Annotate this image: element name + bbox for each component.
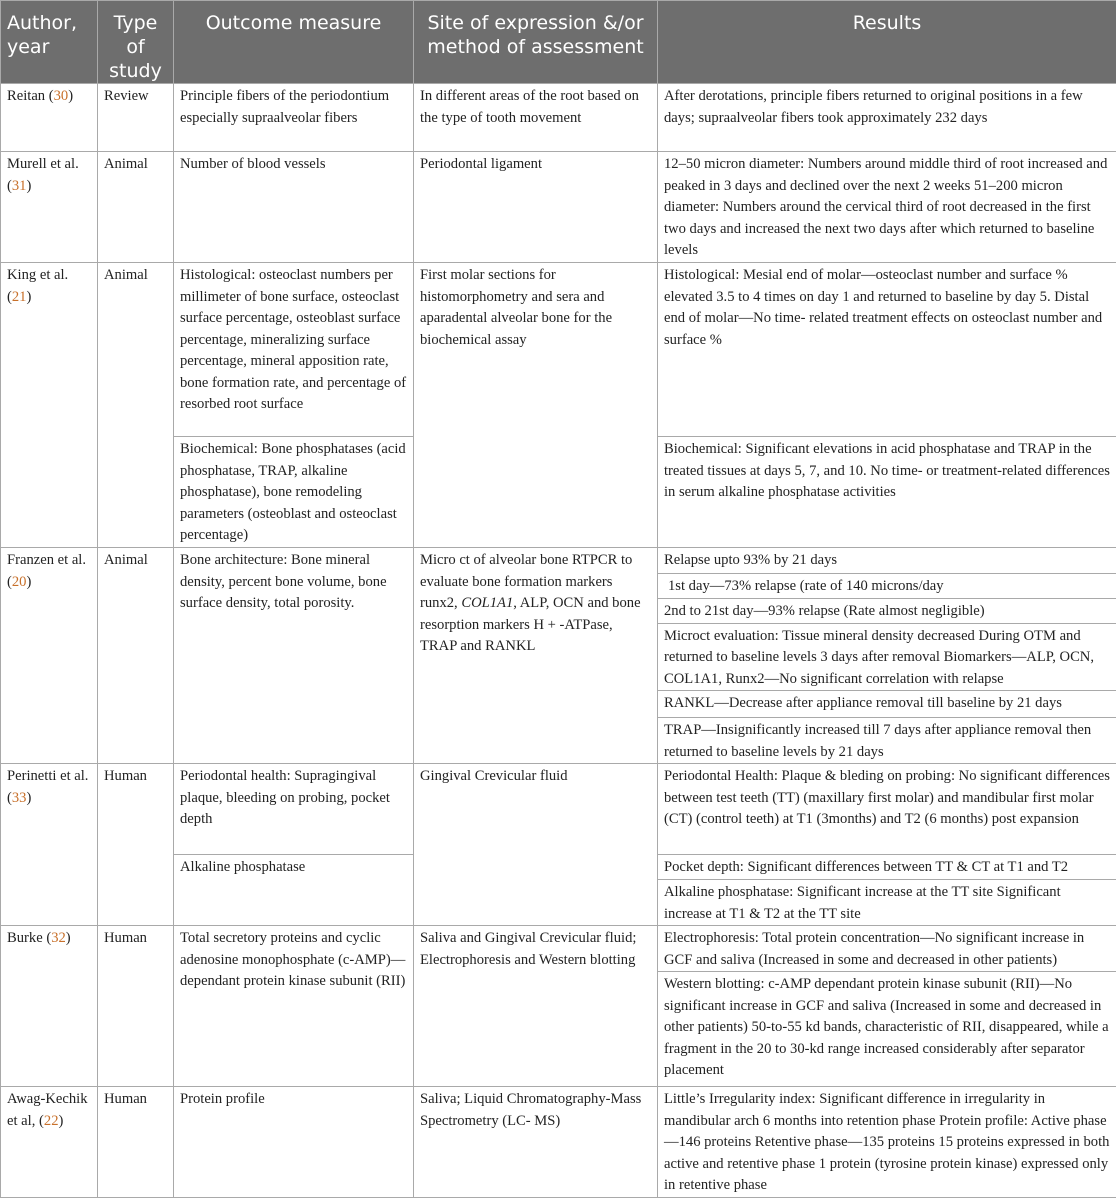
results-cell: Pocket depth: Significant differences between TT & CT at T1 and T2 [658, 855, 1116, 880]
outcome-cell: Alkaline phosphatase [174, 855, 414, 926]
type-cell: Animal [98, 548, 174, 764]
citation-link[interactable]: 22 [44, 1113, 59, 1129]
author-name: King et al. [7, 267, 68, 283]
type-cell: Human [98, 764, 174, 926]
results-cell: Alkaline phosphatase: Significant increase at the TT site Significant increase at T1 & T2 at the TT site [658, 880, 1116, 926]
outcome-cell: Total secretory proteins and cyclic adenosine monophosphate (c-AMP)—dependant protein kinase subunit (RII) [174, 926, 414, 1087]
results-cell: Little’s Irregularity index: Significant difference in irregularity in mandibular arch 6 months into retention phase Protein profile: Active phase—146 proteins Retentive phase—135 proteins 15 proteins expressed in both active and retentive phase 1 protein (tyrosine protein kinase) expressed only in retentive phase [658, 1087, 1116, 1198]
type-cell: Human [98, 1087, 174, 1198]
author-name: Reitan [7, 88, 45, 104]
header-results: Results [658, 1, 1116, 84]
author-cell: Franzen et al. (20) [1, 548, 98, 764]
site-text: Micro ct of alveolar bone RTPCR to evaluate bone formation markers runx2, [420, 552, 632, 611]
results-cell: 12–50 micron diameter: Numbers around middle third of root increased and peaked in 3 days and declined over the next 2 weeks 51–200 micron diameter: Numbers around the cervical third of root decreased in the first two days and increased the next two days after which returned to baseline levels [658, 152, 1116, 263]
outcome-cell: Number of blood vessels [174, 152, 414, 263]
results-cell: After derotations, principle fibers returned to original positions in a few days; supraalveolar fibers took approximately 232 days [658, 84, 1116, 152]
outcome-cell: Periodontal health: Supragingival plaque, bleeding on probing, pocket depth [174, 764, 414, 855]
outcome-cell: Biochemical: Bone phosphatases (acid phosphatase, TRAP, alkaline phosphatase), bone remodeling parameters (osteoblast and osteoclast percentage) [174, 437, 414, 548]
author-cell: Murell et al. (31) [1, 152, 98, 263]
results-cell: RANKL—Decrease after appliance removal till baseline by 21 days [658, 691, 1116, 718]
header-site: Site of expression &/or method of assessment [414, 1, 658, 84]
results-cell: Histological: Mesial end of molar—osteoclast number and surface % elevated 3.5 to 4 times on day 1 and returned to baseline by day 5. Distal end of molar—No time- related treatment effects on osteoclast number and surface % [658, 263, 1116, 437]
table-row [1, 263, 1116, 437]
author-name: Perinetti et al. [7, 768, 88, 784]
table-row [1, 84, 1116, 152]
results-cell: 1st day—73% relapse (rate of 140 microns/day [658, 574, 1116, 599]
type-cell: Review [98, 84, 174, 152]
author-name: Murell et al. [7, 156, 79, 172]
type-cell: Animal [98, 263, 174, 548]
table-row [1, 548, 1116, 574]
site-cell: In different areas of the root based on the type of tooth movement [414, 84, 658, 152]
citation-link[interactable]: 33 [12, 790, 27, 806]
table-row [1, 926, 1116, 972]
gene-name: COL1A1 [461, 595, 513, 611]
author-cell: Reitan (30) [1, 84, 98, 152]
results-cell: Electrophoresis: Total protein concentration—No significant increase in GCF and saliva (Increased in some and decreased in other patients) [658, 926, 1116, 972]
site-cell: Gingival Crevicular fluid [414, 764, 658, 926]
table-row [1, 1087, 1116, 1198]
author-cell: Awag-Kechik et al, (22) [1, 1087, 98, 1198]
author-cell: Burke (32) [1, 926, 98, 1087]
citation-link[interactable]: 21 [12, 289, 27, 305]
author-cell: Perinetti et al. (33) [1, 764, 98, 926]
citation-link[interactable]: 30 [54, 88, 69, 104]
header-outcome: Outcome measure [174, 1, 414, 84]
author-cell: King et al. (21) [1, 263, 98, 548]
site-cell: Saliva and Gingival Crevicular fluid; Electrophoresis and Western blotting [414, 926, 658, 1087]
site-cell [414, 548, 658, 764]
citation-link[interactable]: 31 [12, 178, 27, 194]
results-cell: Biochemical: Significant elevations in acid phosphatase and TRAP in the treated tissues at days 5, 7, and 10. No time- or treatment-related differences in serum alkaline phosphatase activities [658, 437, 1116, 548]
header-type: Type of study [98, 1, 174, 84]
author-name: Burke [7, 930, 43, 946]
site-text: , ALP, OCN and bone resorption markers H + -ATPase, TRAP and RANKL [420, 595, 641, 654]
citation-link[interactable]: 32 [51, 930, 66, 946]
site-cell: Periodontal ligament [414, 152, 658, 263]
site-cell: Saliva; Liquid Chromatography-Mass Spectrometry (LC- MS) [414, 1087, 658, 1198]
outcome-cell: Histological: osteoclast numbers per millimeter of bone surface, osteoclast surface percentage, osteoblast surface percentage, mineralizing surface percentage, mineral apposition rate, bone formation rate, and percentage of resorbed root surface [174, 263, 414, 437]
results-cell: Western blotting: c-AMP dependant protein kinase subunit (RII)—No significant increase in GCF and saliva (Increased in some and decreased in other patients) 50-to-55 kd bands, characteristic of RII, disappeared, while a fragment in the 20 to 30-kd range increased considerably after separator placement [658, 972, 1116, 1087]
results-cell: Periodontal Health: Plaque & bleding on probing: No significant differences between test teeth (TT) (maxillary first molar) and mandibular first molar (CT) (control teeth) at T1 (3months) and T2 (6 months) post expansion [658, 764, 1116, 855]
author-name: Franzen et al. [7, 552, 86, 568]
table-row [1, 152, 1116, 263]
citation-link[interactable]: 20 [12, 574, 27, 590]
type-cell: Animal [98, 152, 174, 263]
outcome-cell: Bone architecture: Bone mineral density, percent bone volume, bone surface density, total porosity. [174, 548, 414, 764]
outcome-cell: Protein profile [174, 1087, 414, 1198]
type-cell: Human [98, 926, 174, 1087]
results-cell: TRAP—Insignificantly increased till 7 days after appliance removal then returned to baseline levels by 21 days [658, 718, 1116, 764]
table-row [1, 764, 1116, 855]
outcome-cell: Principle fibers of the periodontium especially supraalveolar fibers [174, 84, 414, 152]
results-cell: 2nd to 21st day—93% relapse (Rate almost negligible) [658, 599, 1116, 624]
site-cell: First molar sections for histomorphometry and sera and aparadental alveolar bone for the biochemical assay [414, 263, 658, 548]
author-name: Awag-Kechik et al, [7, 1091, 88, 1129]
header-row [1, 1, 1116, 84]
results-cell: Relapse upto 93% by 21 days [658, 548, 1116, 574]
header-author: Author, year [1, 1, 98, 84]
results-cell: Microct evaluation: Tissue mineral density decreased During OTM and returned to baseline levels 3 days after removal Biomarkers—ALP, OCN, COL1A1, Runx2—No significant correlation with relapse [658, 623, 1116, 691]
